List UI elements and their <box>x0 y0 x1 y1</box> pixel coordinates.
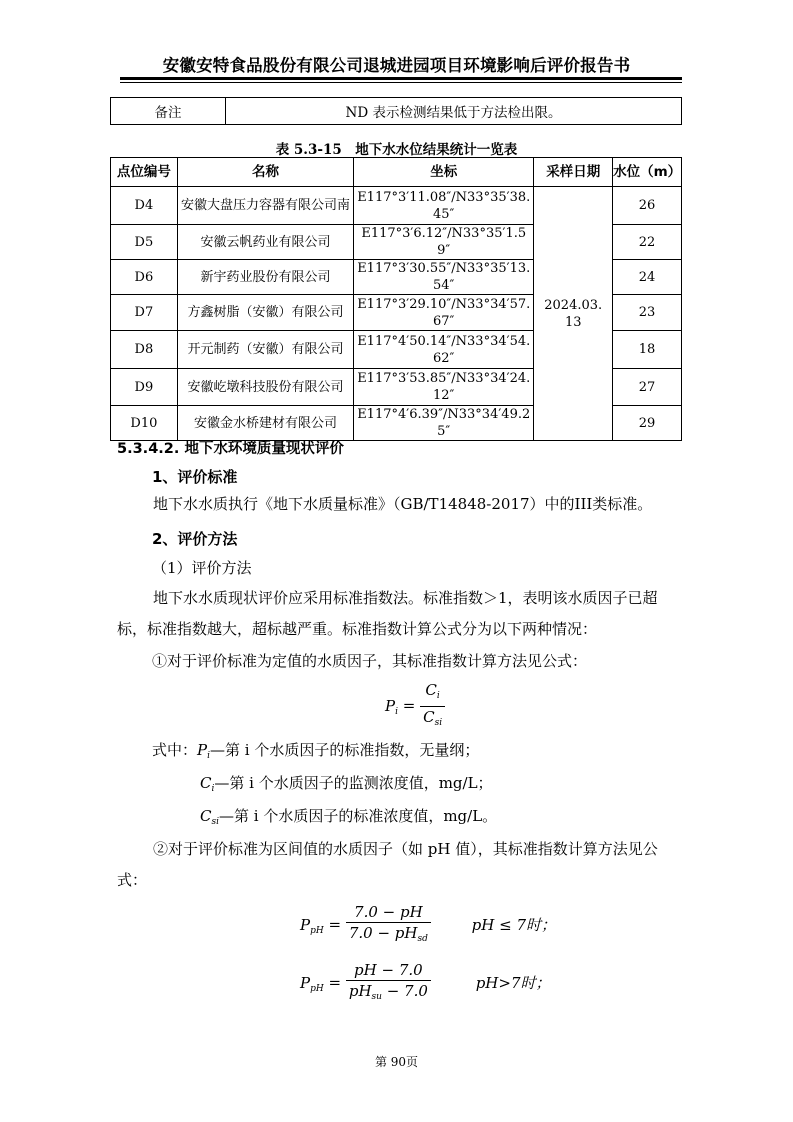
remark-row <box>111 98 682 125</box>
section-heading: 5.3.4.2. 地下水环境质量现状评价 <box>117 441 344 457</box>
subheading-method-item: （1）评价方法 <box>152 559 252 577</box>
cell-coord: E117°4′50.14″/N33°34′54.62″ <box>354 331 534 369</box>
formula-condition: pH>7时； <box>475 973 551 992</box>
subsection-heading-standard: 1、评价标准 <box>152 468 238 486</box>
formula-lhs: $P_i$ <box>385 696 398 717</box>
cell-id: D8 <box>111 331 178 369</box>
cell-id: D6 <box>111 260 178 295</box>
table-header-row <box>111 158 682 187</box>
cell-name: 安徽金水桥建材有限公司 <box>177 406 353 441</box>
cell-level: 24 <box>613 260 682 295</box>
document-header-title: 安徽安特食品股份有限公司退城进园项目环境影响后评价报告书 <box>162 56 631 75</box>
paragraph-standard: 地下水水质执行《地下水质量标准》（GB/T14848-2017）中的III类标准。 <box>153 495 653 513</box>
cell-id: D9 <box>111 369 178 406</box>
cell-id: D7 <box>111 295 178 331</box>
paragraph-method: 地下水水质现状评价应采用标准指数法。标准指数＞1，表明该水质因子已超标，标准指数越大，超标越严重。标准指数计算公式分为以下两种情况： <box>117 589 658 638</box>
cell-name: 方鑫树脂（安徽）有限公司 <box>177 295 353 331</box>
definition-ci: $C_i—$第 i 个水质因子的监测浓度值，mg/L； <box>200 774 493 794</box>
header-rule-thin <box>120 82 682 83</box>
header-rule-thick <box>120 77 682 80</box>
formula-standard-index: $P_i$ = $\frac{C_i}{C_{si}}$ <box>385 680 445 733</box>
cell-id: D4 <box>111 187 178 225</box>
groundwater-level-table <box>110 157 682 441</box>
cell-level: 29 <box>613 406 682 441</box>
cell-name: 安徽屹墩科技股份有限公司 <box>177 369 353 406</box>
page-number: 第 90页 <box>374 1055 419 1069</box>
cell-name: 安徽云帆药业有限公司 <box>177 225 353 260</box>
cell-coord: E117°3′6.12″/N33°35′1.59″ <box>354 225 534 260</box>
header-id: 点位编号 <box>111 158 178 187</box>
header-level: 水位（m） <box>613 158 682 187</box>
header-name: 名称 <box>177 158 353 187</box>
remark-text: ND 表示检测结果低于方法检出限。 <box>226 98 682 125</box>
header-date: 采样日期 <box>534 158 613 187</box>
remark-label: 备注 <box>111 98 226 125</box>
cell-name: 开元制药（安徽）有限公司 <box>177 331 353 369</box>
cell-id: D5 <box>111 225 178 260</box>
formula-fraction: $\frac{7.0 - pH}{7.0 - pH_{sd}}$ <box>346 902 431 949</box>
formula-fraction: $\frac{C_i}{C_{si}}$ <box>420 680 445 733</box>
cell-sampling-date: 2024.03.13 <box>534 187 613 441</box>
cell-level: 18 <box>613 331 682 369</box>
cell-level: 27 <box>613 369 682 406</box>
cell-coord: E117°3′29.10″/N33°34′57.67″ <box>354 295 534 331</box>
cell-name: 新宇药业股份有限公司 <box>177 260 353 295</box>
definition-pi: 式中：$P_i—$第 i 个水质因子的标准指数，无量纲； <box>152 741 480 761</box>
cell-id: D10 <box>111 406 178 441</box>
formula-condition: pH ≤ 7时； <box>471 915 557 934</box>
case-fixed-standard: ①对于评价标准为定值的水质因子，其标准指数计算方法见公式： <box>152 652 588 670</box>
formula-ph-low: $P_{pH}$ = $\frac{7.0 - pH}{7.0 - pH_{sd}}$ pH ≤ 7时； <box>300 902 556 949</box>
definition-csi: $C_{si}—$第 i 个水质因子的标准浓度值，mg/L。 <box>200 807 498 827</box>
cell-coord: E117°3′30.55″/N33°35′13.54″ <box>354 260 534 295</box>
cell-coord: E117°3′53.85″/N33°34′24.12″ <box>354 369 534 406</box>
subsection-heading-method: 2、评价方法 <box>152 530 238 548</box>
cell-name: 安徽大盘压力容器有限公司南 <box>177 187 353 225</box>
cell-coord: E117°4′6.39″/N33°34′49.25″ <box>354 406 534 441</box>
formula-ph-high: $P_{pH}$ = $\frac{pH - 7.0}{pH_{su} - 7.0}$ pH>7时； <box>300 960 551 1007</box>
table-caption: 表 5.3-15 地下水水位结果统计一览表 <box>275 142 518 158</box>
cell-coord: E117°3′11.08″/N33°35′38.45″ <box>354 187 534 225</box>
cell-level: 26 <box>613 187 682 225</box>
cell-level: 23 <box>613 295 682 331</box>
case-interval-standard: ②对于评价标准为区间值的水质因子（如 pH 值），其标准指数计算方法见公式： <box>117 840 658 889</box>
remark-table <box>110 97 682 125</box>
header-coord: 坐标 <box>354 158 534 187</box>
cell-level: 22 <box>613 225 682 260</box>
formula-fraction: $\frac{pH - 7.0}{pH_{su} - 7.0}$ <box>346 960 431 1007</box>
table-row <box>111 187 682 225</box>
